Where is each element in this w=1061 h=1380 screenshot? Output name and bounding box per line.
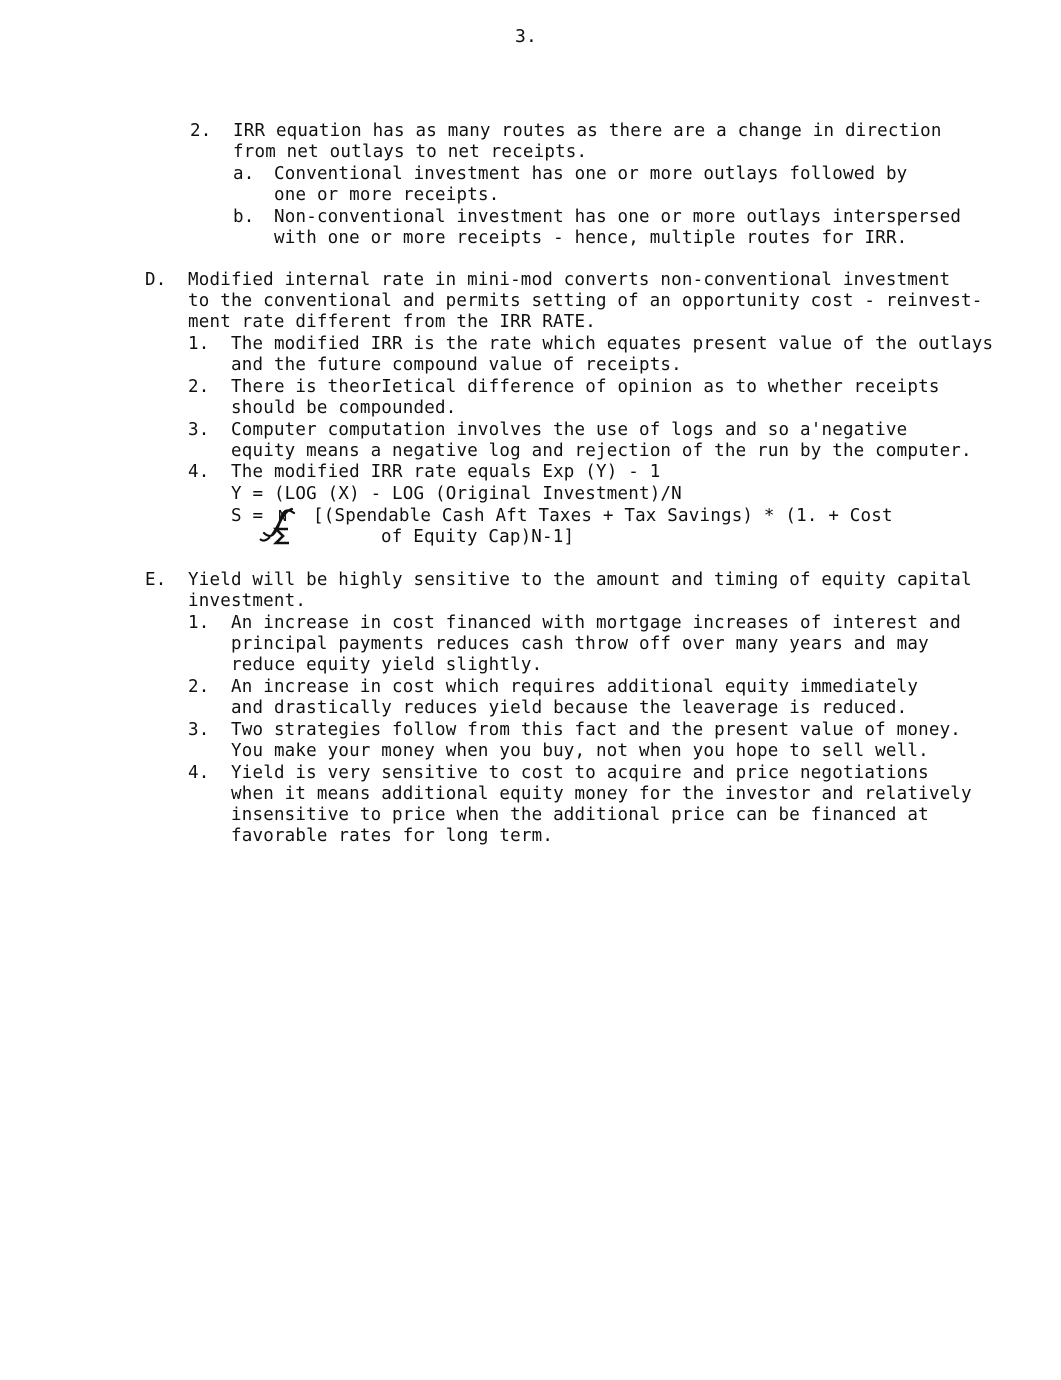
section-d-item-1-marker: 1. [188,334,210,354]
section-d-item-3-line-2: equity means a negative log and rejection of the run by the computer. [231,441,972,461]
section-e-item-2-marker: 2. [188,677,210,697]
section-e-item-4-marker: 4. [188,763,210,783]
item-2a-line-2: one or more receipts. [274,185,500,205]
item-2b-line-1: Non-conventional investment has one or more outlays interspersed [274,207,962,227]
section-d-line-3: ment rate different from the IRR RATE. [188,312,596,332]
section-d-line-1: Modified internal rate in mini-mod converts non-conventional investment [188,270,951,290]
item-2-line-1: IRR equation has as many routes as there are a change in direction [233,121,942,141]
item-2a-marker: a. [233,164,255,184]
section-e-item-1-marker: 1. [188,613,210,633]
section-d-item-2-line-2: should be compounded. [231,398,457,418]
section-e-item-3-line-2: You make your money when you buy, not when you hope to sell well. [231,741,929,761]
formula-line-1: [(Spendable Cash Aft Taxes + Tax Savings) * (1. + Cost [313,506,893,526]
item-2a-line-1: Conventional investment has one or more outlays followed by [274,164,908,184]
section-e-line-1: Yield will be highly sensitive to the amount and timing of equity capital [188,570,972,590]
section-d-item-2-line-1: There is theorIetical difference of opinion as to whether receipts [231,377,940,397]
section-e-item-1-line-2: principal payments reduces cash throw off over many years and may [231,634,929,654]
section-d-item-4-line-1: The modified IRR rate equals Exp (Y) - 1 [231,462,661,482]
sigma-icon [272,526,292,546]
item-2-line-2: from net outlays to net receipts. [233,142,588,162]
section-e-item-4-line-1: Yield is very sensitive to cost to acquire and price negotiations [231,763,929,783]
item-2b-line-2: with one or more receipts - hence, multiple routes for IRR. [274,228,908,248]
section-d-item-4-line-2: Y = (LOG (X) - LOG (Original Investment)/N [231,484,682,504]
section-e-item-1-line-3: reduce equity yield slightly. [231,655,543,675]
section-d-item-4-marker: 4. [188,462,210,482]
section-e-item-1-line-1: An increase in cost financed with mortgage increases of interest and [231,613,962,633]
section-d-item-1-line-1: The modified IRR is the rate which equates present value of the outlays [231,334,994,354]
section-d-marker: D. [145,270,167,290]
section-d-item-2-marker: 2. [188,377,210,397]
formula-s-prefix: S = [231,506,264,526]
item-2b-marker: b. [233,207,255,227]
section-e-item-2-line-2: and drastically reduces yield because the leaverage is reduced. [231,698,908,718]
formula-n-symbol: N [278,507,288,525]
section-e-item-4-line-2: when it means additional equity money for the investor and relatively [231,784,972,804]
section-d-item-1-line-2: and the future compound value of receipts. [231,355,682,375]
section-d-item-3-marker: 3. [188,420,210,440]
section-e-item-4-line-3: insensitive to price when the additional price can be financed at [231,805,929,825]
section-e-item-3-marker: 3. [188,720,210,740]
section-e-item-2-line-1: An increase in cost which requires additional equity immediately [231,677,919,697]
formula-line-2: of Equity Cap)N-1] [381,527,575,547]
section-e-line-2: investment. [188,591,307,611]
section-d-line-2: to the conventional and permits setting of an opportunity cost - reinvest- [188,291,983,311]
section-e-marker: E. [145,570,167,590]
page-number: 3. [515,26,538,47]
section-d-item-3-line-1: Computer computation involves the use of logs and so a'negative [231,420,908,440]
section-e-item-4-line-4: favorable rates for long term. [231,826,554,846]
item-2-marker: 2. [190,121,212,141]
section-e-item-3-line-1: Two strategies follow from this fact and the present value of money. [231,720,962,740]
